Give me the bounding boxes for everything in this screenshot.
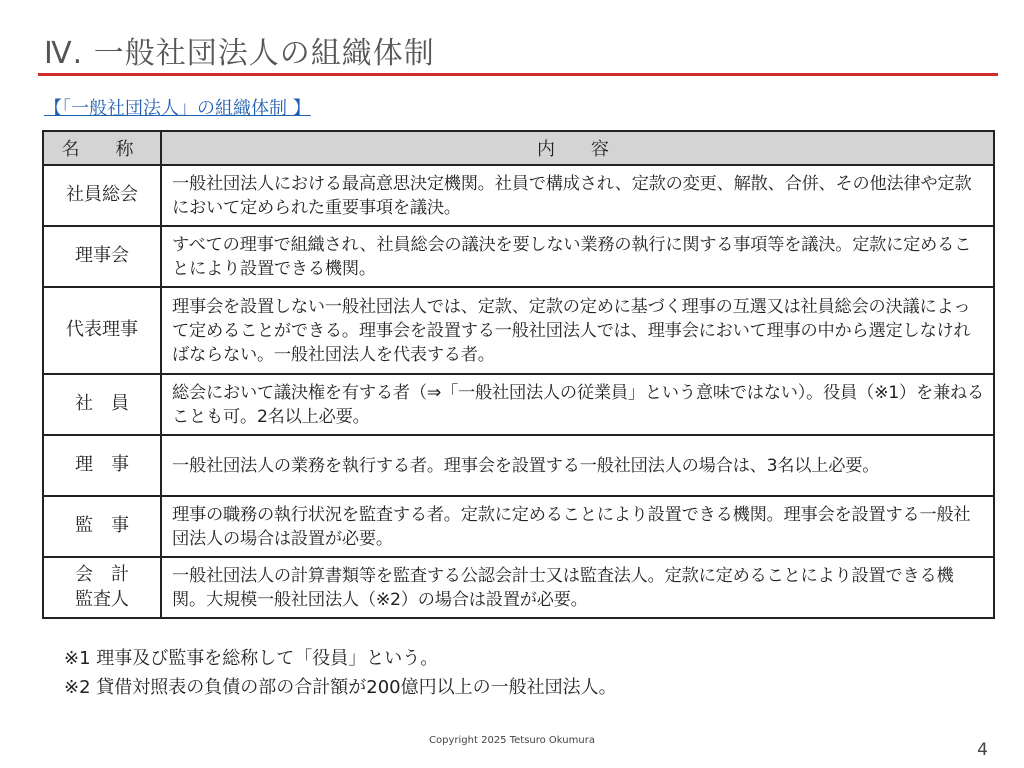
row-content: 理事の職務の執行状況を監査する者。定款に定めることにより設置できる機関。理事会を設置する一般社団法人の場合は設置が必要。: [161, 496, 994, 557]
organization-table: [42, 130, 995, 619]
row-name: 理事会: [43, 226, 161, 287]
copyright-text: Copyright 2025 Tetsuro Okumura: [429, 735, 595, 746]
row-name: 代表理事: [43, 287, 161, 374]
row-name: 理 事: [43, 435, 161, 496]
header-name: 名 称: [43, 131, 161, 165]
table-header-row: [43, 131, 994, 165]
table-row: [43, 165, 994, 226]
footnote-2: ※2 貸借対照表の負債の部の合計額が200億円以上の一般社団法人。: [64, 677, 617, 698]
table-row: [43, 226, 994, 287]
title-divider: [38, 73, 998, 76]
row-content: すべての理事で組織され、社員総会の議決を要しない業務の執行に関する事項等を議決。定款に定めることにより設置できる機関。: [161, 226, 994, 287]
row-content: 総会において議決権を有する者（⇒「一般社団法人の従業員」という意味ではない）。役員（※1）を兼ねることも可。2名以上必要。: [161, 374, 994, 435]
row-content: 理事会を設置しない一般社団法人では、定款、定款の定めに基づく理事の互選又は社員総会の決議によって定めることができる。理事会を設置する一般社団法人では、理事会において理事の中から選定しなければならない。一般社団法人を代表する者。: [161, 287, 994, 374]
footnotes: [64, 644, 617, 702]
row-content: 一般社団法人における最高意思決定機関。社員で構成され、定款の変更、解散、合併、その他法律や定款において定められた重要事項を議決。: [161, 165, 994, 226]
row-content: 一般社団法人の業務を執行する者。理事会を設置する一般社団法人の場合は、3名以上必要。: [161, 435, 994, 496]
table-row: [43, 496, 994, 557]
section-subtitle: 【「一般社団法人」の組織体制 】: [44, 98, 311, 119]
slide-title: Ⅳ. 一般社団法人の組織体制: [44, 36, 435, 71]
table-row: [43, 287, 994, 374]
row-name: 社 員: [43, 374, 161, 435]
table-row: [43, 557, 994, 618]
row-name: 監 事: [43, 496, 161, 557]
row-name: 社員総会: [43, 165, 161, 226]
row-name-line: 監査人: [75, 588, 129, 610]
footnote-1: ※1 理事及び監事を総称して「役員」という。: [64, 648, 439, 669]
row-name-line: 会 計: [75, 564, 129, 586]
table-row: [43, 435, 994, 496]
table-row: [43, 374, 994, 435]
header-content: 内 容: [161, 131, 994, 165]
row-content: 一般社団法人の計算書類等を監査する公認会計士又は監査法人。定款に定めることにより設置できる機関。大規模一般社団法人（※2）の場合は設置が必要。: [161, 557, 994, 618]
page-number: 4: [977, 740, 988, 760]
row-name-cell: [43, 557, 161, 618]
